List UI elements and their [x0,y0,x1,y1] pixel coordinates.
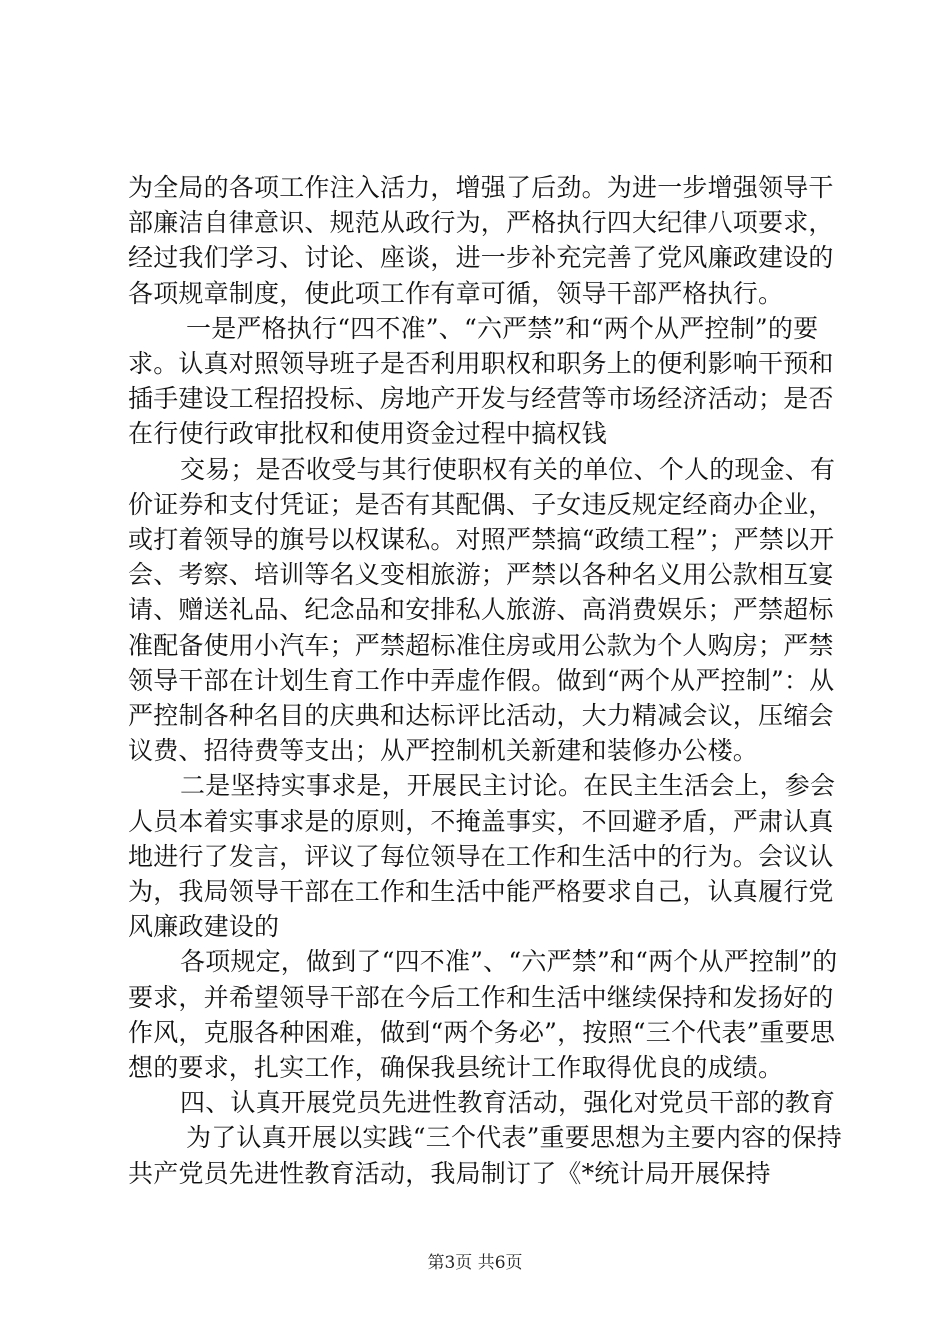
paragraph-2: 一是严格执行“四不准”、“六严禁”和“两个从严控制”的要求。认真对照领导班子是否利用职权和职务上的便利影响干预和插手建设工程招投标、房地产开发与经营等市场经济活动；是否在行使行政审批权和使用资金过程中搞权钱 [128,313,834,449]
page-number-footer: 第3页 共6页 [427,1253,523,1273]
paragraph-4: 二是坚持实事求是，开展民主讨论。在民主生活会上，参会人员本着实事求是的原则，不掩盖事实，不回避矛盾，严肃认真地进行了发言，评议了每位领导在工作和生活中的行为。会议认为，我局领导干部在工作和生活中能严格要求自己，认真履行党风廉政建设的 [128,771,836,942]
paragraph-7: 为了认真开展以实践“三个代表”重要思想为主要内容的保持共产党员先进性教育活动，我局制订了《*统计局开展保持 [128,1123,842,1188]
paragraph-5: 各项规定，做到了“四不准”、“六严禁”和“两个从严控制”的要求，并希望领导干部在今后工作和生活中继续保持和发扬好的作风，克服各种困难，做到“两个务必”，按照“三个代表”重要思想的要求，扎实工作，确保我县统计工作取得优良的成绩。 [128,947,838,1083]
paragraph-1: 为全局的各项工作注入活力，增强了后劲。为进一步增强领导干部廉洁自律意识、规范从政行为，严格执行四大纪律八项要求，经过我们学习、讨论、座谈，进一步补充完善了党风廉政建设的各项规章制度，使此项工作有章可循，领导干部严格执行。 [128,173,834,308]
document-body [128,170,843,1191]
section-heading: 四、认真开展党员先进性教育活动，强化对党员干部的教育 [180,1088,836,1118]
paragraph-3: 交易；是否收受与其行使职权有关的单位、个人的现金、有价证券和支付凭证；是否有其配偶、子女违反规定经商办企业，或打着领导的旗号以权谋私。对照严禁搞“政绩工程”；严禁以开会、考察、培训等名义变相旅游；严禁以各种名义用公款相互宴请、赠送礼品、纪念品和安排私人旅游、高消费娱乐；严禁超标准配备使用小汽车；严禁超标准住房或用公款为个人购房；严禁领导干部在计划生育工作中弄虚作假。做到“两个从严控制”：从严控制各种名目的庆典和达标评比活动，大力精减会议，压缩会议费、招待费等支出；从严控制机关新建和装修办公楼。 [128,454,836,766]
